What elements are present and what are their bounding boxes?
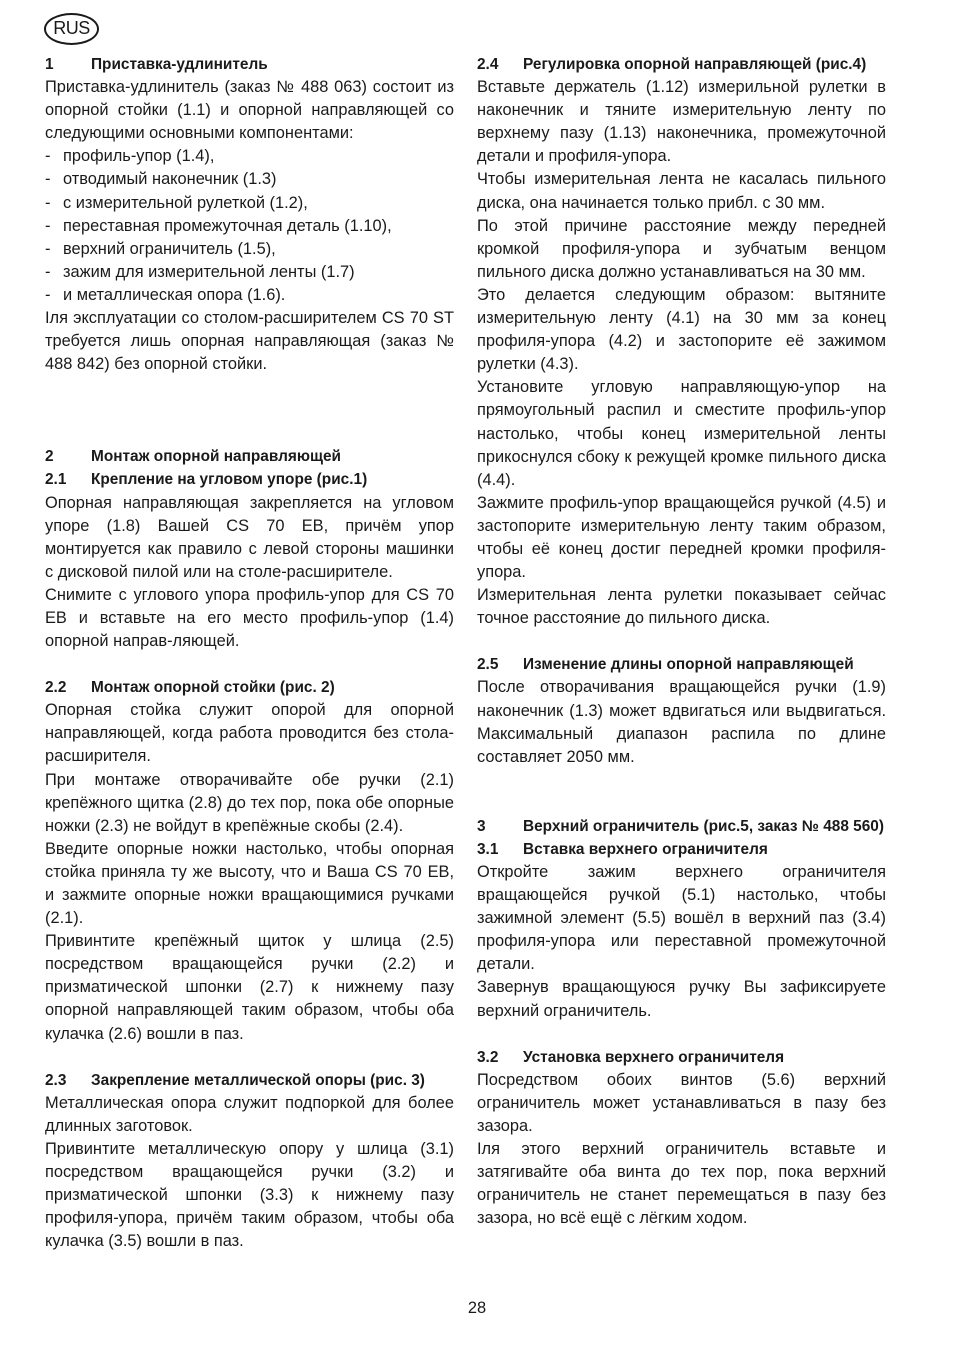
list-item: - отводимый наконечник (1.3) [45, 170, 277, 189]
paragraph: Откройте зажим верхнего ограничителя вращающейся ручкой (5.1) настолько, чтобы зажимной элемент (5.5) вошёл в верхний паз (3.4) профиля-упора или переставной промежуточной детали. [477, 863, 886, 974]
paragraph: При монтаже отворачивайте обе ручки (2.1) крепёжного щитка (2.8) до тех пор, пока обе опорные ножки (2.3) не войдут в крепёжные скобы (2.4). [45, 770, 454, 835]
paragraph: Чтобы измерительная лента не касалась пильного диска, она начинается только прибл. с 30 мм. [477, 170, 886, 212]
paragraph: Вставьте держатель (1.12) измерильной рулетки в наконечник и тяните измерительную ленту по верхнему пазу (1.13) наконечника, промежуточной детали и профиля-упора. [477, 78, 886, 166]
right-column [477, 53, 886, 1230]
section-number: 1 [45, 56, 54, 73]
page-number: 28 [467, 1299, 487, 1317]
paragraph: Введите опорные ножки настолько, чтобы опорная стойка приняла ту же высоту, что и Ваша CS 70 EB, и зажмите опорные ножки вращающимися ручками (2.1). [45, 839, 454, 928]
paragraph: Завернув вращающуюся ручку Вы зафиксируете верхний ограничитель. [477, 978, 886, 1020]
paragraph: Посредством обоих винтов (5.6) верхний ограничитель может устанавливаться в пазу без зазора. [477, 1070, 886, 1135]
paragraph: Привинтите металлическую опору у шлица (3.1) посредством вращающейся ручки (3.2) и призматической шпонки (3.3) к нижнему пазу профиля-упора, причём таким образом, чтобы оба кулачка (3.5) вошли в паз. [45, 1139, 454, 1251]
section-heading-2-4: 2.4 Регулировка опорной направляющей (рис.4) [477, 56, 867, 73]
paragraph: Опорная направляющая закрепляется на угловом упоре (1.8) Вашей CS 70 EB, причём упор монтируется как правило с левой стороны машинки с дисковой пилой или на столе-расширителе. [45, 493, 454, 581]
paragraph: Это делается следующим образом: вытяните измерительную ленту (4.1) на 30 мм за конец профиля-упора (4.2) и застопорите её зажимом рулетки (4.3). [477, 285, 886, 374]
list-item: - с измерительной рулеткой (1.2), [45, 193, 308, 212]
paragraph: Снимите с углового упора профиль-упор для CS 70 EB и вставьте на его место профиль-упор (1.4) опорной направ-ляющей. [45, 585, 454, 651]
section-heading-2: 2 Монтаж опорной направляющей [45, 448, 342, 466]
list-item: - верхний ограничитель (1.5), [45, 239, 276, 258]
section-title: Приставка-удлинитель [91, 56, 268, 73]
language-badge: RUS [44, 13, 99, 45]
paragraph: Зажмите профиль-упор вращающейся ручкой (4.5) и застопорите измерительную ленту таким образом, чтобы её конец достиг передней кромки профиля-упора. [477, 493, 886, 582]
paragraph: Измерительная лента рулетки показывает сейчас точное расстояние до пильного диска. [477, 586, 886, 628]
left-column [45, 53, 454, 1253]
section-heading-2-2: 2.2 Монтаж опорной стойки (рис. 2) [45, 679, 335, 697]
paragraph: Приставка-удлинитель (заказ № 488 063) состоит из опорной стойки (1.1) и опорной направляющей со следующими основными компонентами: [45, 78, 454, 143]
section-heading-2-1: 2.1 Крепление на угловом упоре (рис.1) [45, 471, 368, 489]
section-heading-3-2: 3.2 Установка верхнего ограничителя [477, 1048, 785, 1066]
paragraph: Металлическая опора служит подпоркой для более длинных заготовок. [45, 1093, 454, 1135]
list-item: - переставная промежуточная деталь (1.10), [45, 216, 392, 235]
paragraph: По этой причине расстояние между передней кромкой профиля-упора и зубчатым венцом пильного диска должно устанавливаться на 30 мм. [477, 216, 886, 281]
paragraph: Iля этого верхний ограничитель вставьте и затягивайте оба винта до тех пор, пока верхний ограничитель не станет перемещаться в пазу без зазора, но всё ещё с лёгким ходом. [477, 1140, 886, 1228]
section-heading-3: 3 Верхний ограничитель (рис.5, заказ № 488 560) [477, 817, 884, 835]
list-item: - и металлическая опора (1.6). [45, 285, 286, 304]
paragraph: После отворачивания вращающейся ручки (1.9) наконечник (1.3) может вдвигаться или выдвигаться. Максимальный диапазон распила по длине составляет 2050 мм. [477, 678, 886, 766]
list-item: - зажим для измерительной ленты (1.7) [45, 262, 355, 281]
paragraph: Привинтите крепёжный щиток у шлица (2.5) посредством вращающейся ручки (2.2) и призматической шпонки (2.7) к нижнему пазу опорной направляющей таким образом, чтобы оба кулачка (2.6) вошли в паз. [45, 932, 454, 1043]
paragraph: Опорная стойка служит опорой для опорной направляющей, когда работа проводится без стола-расширителя. [45, 701, 454, 766]
section-heading-1 [45, 53, 454, 76]
section-heading-2-5: 2.5 Изменение длины опорной направляющей [477, 656, 854, 674]
paragraph: Установите угловую направляющую-упор на прямоугольный распил и сместите профиль-упор настолько, чтобы конец измерительной ленты прикоснулся сбоку к режущей кромке пильного диска (4.4). [477, 378, 886, 489]
section-heading-2-3: 2.3 Закрепление металлической опоры (рис. 3) [45, 1071, 425, 1089]
paragraph: Iля эксплуатации со столом-расширителем CS 70 ST требуется лишь опорная направляющая (заказ № 488 842) без опорной стойки. [45, 309, 454, 374]
section-heading-3-1: 3.1 Вставка верхнего ограничителя [477, 840, 768, 858]
list-item: - профиль-упор (1.4), [45, 147, 215, 166]
